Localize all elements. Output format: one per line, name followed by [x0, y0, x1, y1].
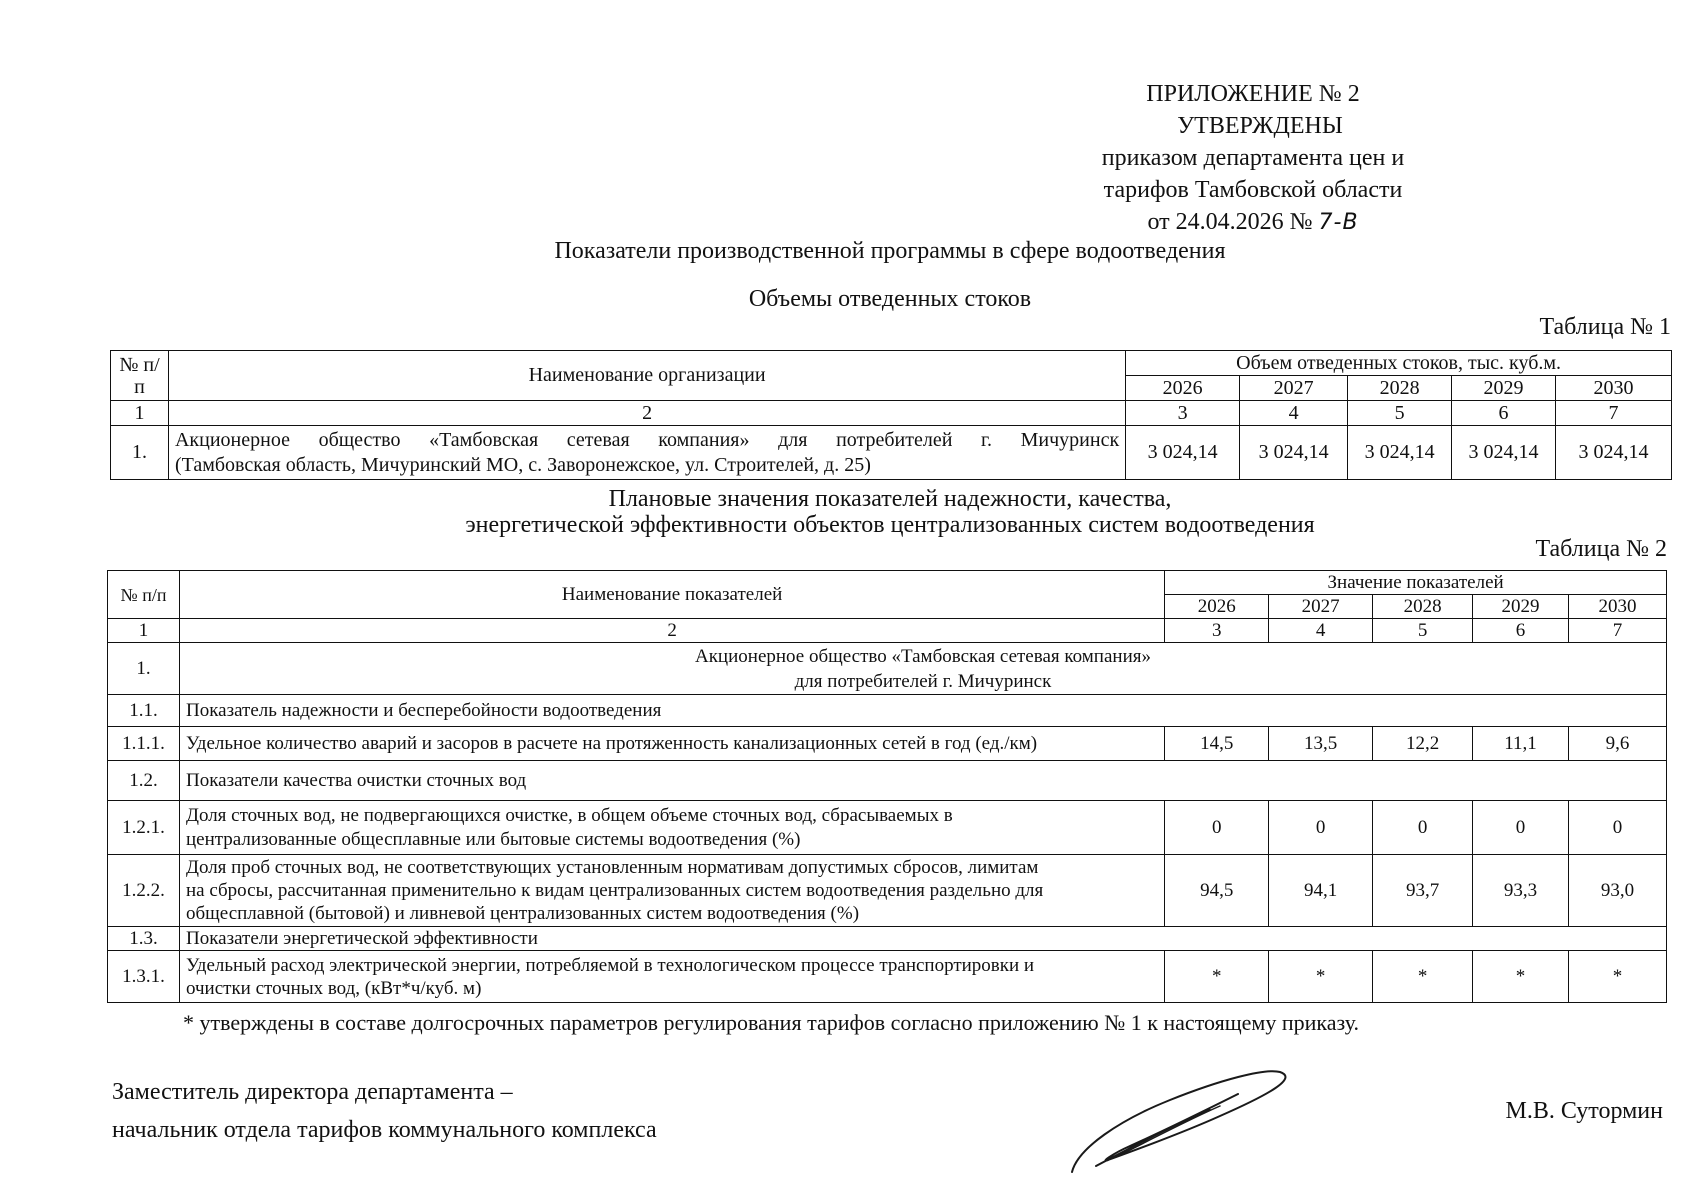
t2-indicator-line: на сбросы, рассчитанная применительно к видам централизованных систем водоотведения раздельно для: [185, 880, 1044, 901]
t2-value: 0: [1569, 801, 1667, 855]
t2-indicator: [179, 855, 1164, 927]
signatory-name: М.В. Сутормин: [1505, 1098, 1663, 1124]
table-row: [111, 426, 1672, 480]
t1-org-name: [168, 426, 1125, 480]
table-row: [108, 761, 1667, 801]
t2-value: 9,6: [1569, 727, 1667, 761]
t2-index: 5: [1373, 619, 1473, 643]
t1-index: 7: [1556, 401, 1672, 426]
order-number-handwritten: 7-В: [1318, 210, 1359, 235]
t2-indicator-line: Доля сточных вод, не подвергающихся очистке, в общем объеме сточных вод, сбрасываемых в: [185, 804, 953, 826]
t1-year: 2029: [1452, 376, 1556, 401]
table-row: [108, 927, 1667, 951]
t2-section-title: Показатели качества очистки сточных вод: [179, 761, 1666, 801]
t2-index-row: [108, 619, 1667, 643]
t2-value: 94,5: [1165, 855, 1269, 927]
t2-value: 12,2: [1373, 727, 1473, 761]
table2: [107, 570, 1667, 1003]
main-title: Показатели производственной программы в сфере водоотведения: [554, 238, 1226, 264]
t1-index: 6: [1452, 401, 1556, 426]
t2-index: 1: [108, 619, 180, 643]
table2-title: [0, 486, 1697, 538]
t2-value: *: [1269, 951, 1373, 1003]
t2-section-num: 1.3.: [108, 927, 180, 951]
table1-subtitle: Объемы отведенных стоков: [748, 286, 1032, 312]
t2-year: 2030: [1569, 595, 1667, 619]
t2-row-num: 1.1.1.: [108, 727, 180, 761]
signatory-position: [112, 1073, 657, 1149]
t1-index: 2: [168, 401, 1125, 426]
approved-label: УТВЕРЖДЕНЫ: [1177, 113, 1343, 139]
t1-value: 3 024,14: [1126, 426, 1240, 480]
t1-index: 4: [1240, 401, 1348, 426]
t1-year: 2028: [1348, 376, 1452, 401]
table-row: [108, 855, 1667, 927]
t1-value: 3 024,14: [1240, 426, 1348, 480]
approval-order-line2: тарифов Тамбовской области: [1103, 177, 1403, 203]
approval-date: от 24.04.2026 №: [1147, 209, 1313, 235]
t2-value: 13,5: [1269, 727, 1373, 761]
table-row: [108, 801, 1667, 855]
t2-value: 93,7: [1373, 855, 1473, 927]
t2-row-num: 1.3.1.: [108, 951, 180, 1003]
t2-indicator-line: Доля проб сточных вод, не соответствующих установленным нормативам допустимых сбросов, лимитам: [185, 857, 1039, 878]
t1-header-name: Наименование организации: [168, 351, 1125, 401]
t2-org-title: [179, 643, 1666, 695]
t1-index: 3: [1126, 401, 1240, 426]
t2-header-name: Наименование показателей: [179, 571, 1164, 619]
t1-year: 2030: [1556, 376, 1672, 401]
t2-index: 2: [179, 619, 1164, 643]
t1-index: 1: [111, 401, 169, 426]
t2-org-title-line2: для потребителей г. Мичуринск: [794, 670, 1052, 692]
t2-year: 2026: [1165, 595, 1269, 619]
table-row: [108, 727, 1667, 761]
t2-value: 0: [1473, 801, 1569, 855]
t2-value: *: [1373, 951, 1473, 1003]
table-row: [108, 695, 1667, 727]
signatory-position-line1: Заместитель директора департамента –: [112, 1079, 513, 1105]
t2-year: 2027: [1269, 595, 1373, 619]
table2-title-line1: Плановые значения показателей надежности, качества,: [608, 486, 1172, 512]
t2-index: 7: [1569, 619, 1667, 643]
t2-index: 6: [1473, 619, 1569, 643]
t2-indicator-line: очистки сточных вод, (кВт*ч/куб. м): [185, 977, 482, 999]
t2-value: 0: [1165, 801, 1269, 855]
t1-year: 2027: [1240, 376, 1348, 401]
t2-section-title: Показатель надежности и бесперебойности водоотведения: [179, 695, 1666, 727]
t2-value: 0: [1373, 801, 1473, 855]
t2-indicator: [179, 801, 1164, 855]
table2-title-line2: энергетической эффективности объектов централизованных систем водоотведения: [465, 512, 1315, 538]
t1-value: 3 024,14: [1452, 426, 1556, 480]
signatory-position-line2: начальник отдела тарифов коммунального комплекса: [112, 1117, 657, 1143]
t1-year: 2026: [1126, 376, 1240, 401]
t2-year: 2029: [1473, 595, 1569, 619]
t1-org-name-line2: (Тамбовская область, Мичуринский МО, с. Заворонежское, ул. Строителей, д. 25): [174, 453, 871, 476]
t2-value: *: [1165, 951, 1269, 1003]
t2-row-num: 1.2.2.: [108, 855, 180, 927]
t2-value: 11,1: [1473, 727, 1569, 761]
t2-section-title: Показатели энергетической эффективности: [179, 927, 1666, 951]
t2-value: 93,3: [1473, 855, 1569, 927]
t2-index: 3: [1165, 619, 1269, 643]
handwritten-signature: [1060, 1050, 1300, 1180]
t1-value: 3 024,14: [1556, 426, 1672, 480]
table-row: [108, 643, 1667, 695]
t2-indicator-line: общесплавной (бытовой) и ливневой централизованных систем водоотведения (%): [185, 903, 860, 924]
t2-value: 14,5: [1165, 727, 1269, 761]
t2-value: *: [1473, 951, 1569, 1003]
approval-order-line1: приказом департамента цен и: [1101, 145, 1405, 171]
t2-row-num: 1.2.1.: [108, 801, 180, 855]
approval-block: [1043, 78, 1463, 239]
t2-value: 93,0: [1569, 855, 1667, 927]
t2-indicator: [179, 951, 1164, 1003]
table2-caption: Таблица № 2: [1535, 536, 1667, 562]
footnote: * утверждены в составе долгосрочных параметров регулирования тарифов согласно приложению № 1 к настоящему приказу.: [183, 1010, 1360, 1035]
t2-org-title-line1: Акционерное общество «Тамбовская сетевая компания»: [694, 645, 1151, 667]
t2-indicator: Удельное количество аварий и засоров в расчете на протяженность канализационных сетей в год (ед./км): [179, 727, 1164, 761]
t2-header-group: Значение показателей: [1165, 571, 1667, 595]
t2-section-num: 1.1.: [108, 695, 180, 727]
t2-value: *: [1569, 951, 1667, 1003]
t2-section-num: 1.2.: [108, 761, 180, 801]
appendix-label: ПРИЛОЖЕНИЕ № 2: [1146, 81, 1360, 107]
t1-row-num: 1.: [111, 426, 169, 480]
t1-index-row: [111, 401, 1672, 426]
t2-value: 0: [1269, 801, 1373, 855]
t1-header-group: Объем отведенных стоков, тыс. куб.м.: [1126, 351, 1672, 376]
t2-indicator-line: Удельный расход электрической энергии, потребляемой в технологическом процессе транспортировки и: [185, 954, 1035, 976]
t1-value: 3 024,14: [1348, 426, 1452, 480]
t2-value: 94,1: [1269, 855, 1373, 927]
approval-date-line: [1043, 206, 1463, 239]
t1-org-name-line1: Акционерное общество «Тамбовская сетевая компания» для потребителей г. Мичуринск: [174, 428, 1120, 451]
t2-org-num: 1.: [108, 643, 180, 695]
t1-header-num: № п/п: [111, 351, 169, 401]
table1: [110, 350, 1672, 480]
table-row: [108, 951, 1667, 1003]
t2-index: 4: [1269, 619, 1373, 643]
t1-index: 5: [1348, 401, 1452, 426]
table1-caption: Таблица № 1: [1539, 314, 1671, 340]
t2-year: 2028: [1373, 595, 1473, 619]
t2-indicator-line: централизованные общесплавные или бытовые системы водоотведения (%): [185, 828, 801, 850]
t2-header-num: № п/п: [108, 571, 180, 619]
